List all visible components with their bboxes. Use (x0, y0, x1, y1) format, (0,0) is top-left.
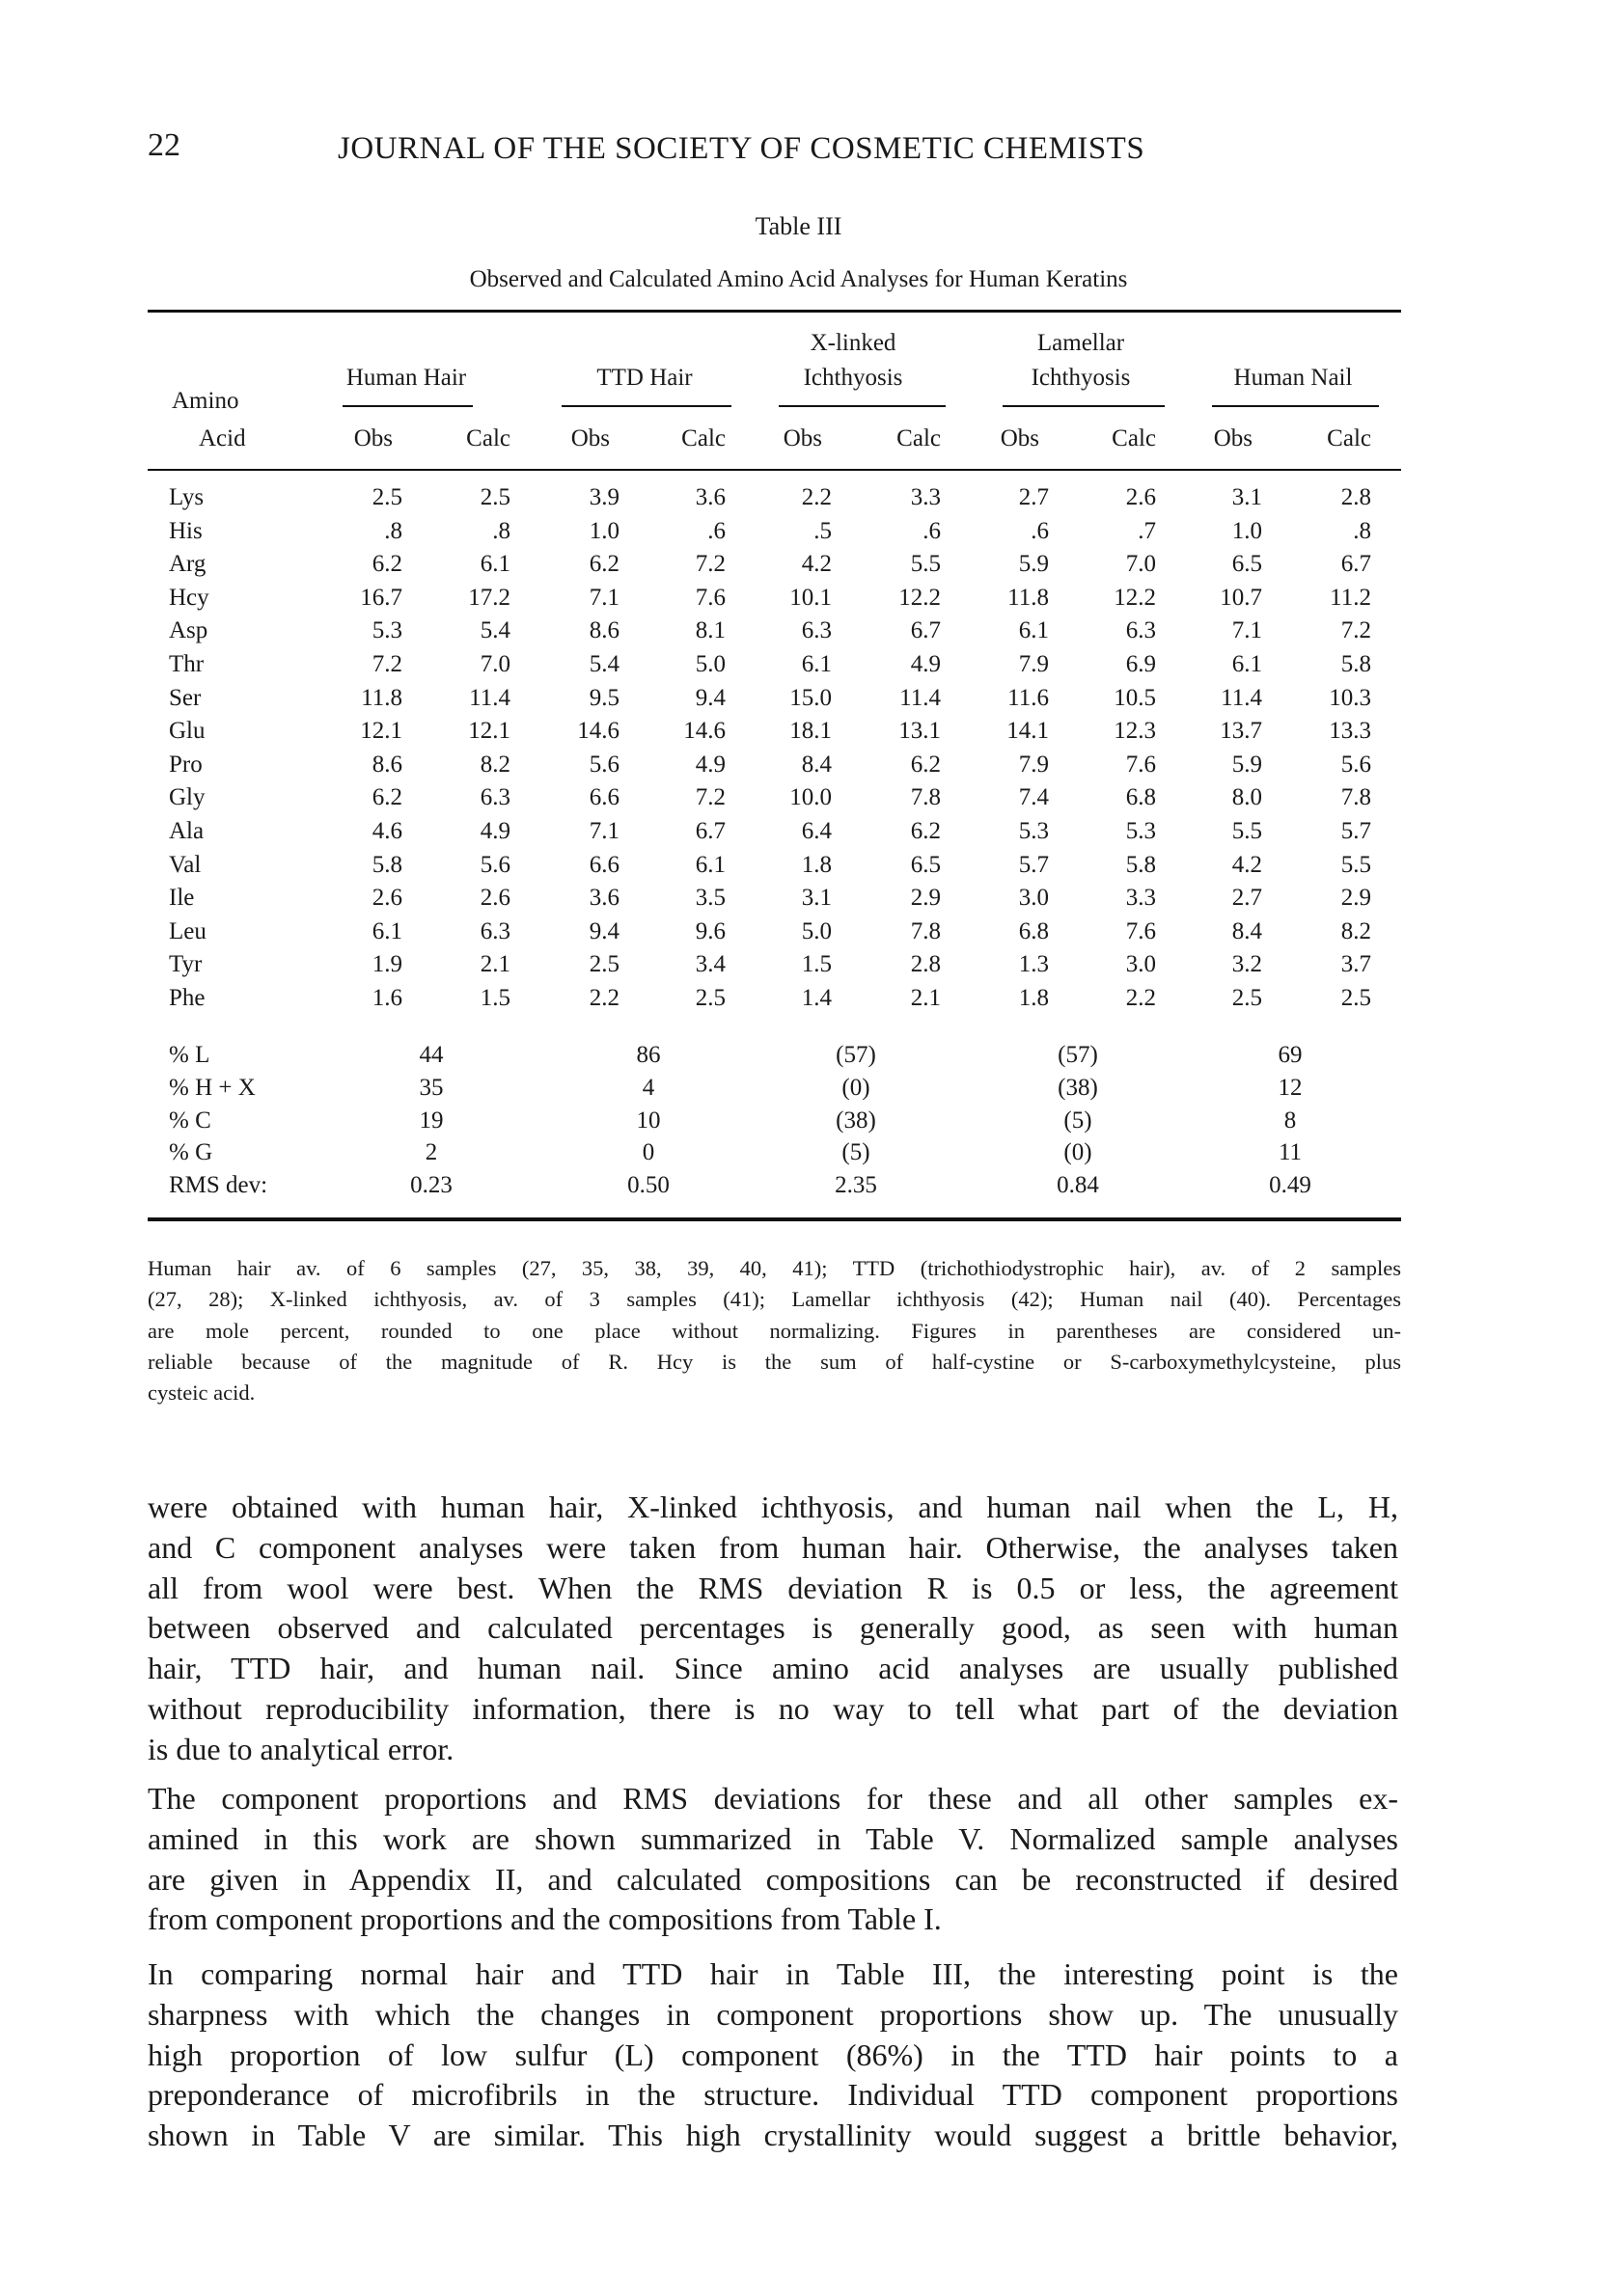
table-cell: 2.5 (1231, 985, 1262, 1011)
table-cell: 5.0 (801, 917, 832, 944)
table-cell: 6.1 (480, 551, 510, 578)
amino-acid-label: Phe (169, 985, 206, 1011)
table-cell: 6.8 (1125, 784, 1156, 811)
paragraph-line: from component proportions and the compositions from Table I. (148, 1901, 942, 1937)
table-cell: 11.8 (361, 684, 402, 711)
table-cell: 9.5 (589, 684, 620, 711)
table-cell: 17.2 (468, 584, 510, 611)
table-cell: 6.3 (480, 784, 510, 811)
column-group-header: Ichthyosis (803, 365, 903, 391)
table-cell: 2.1 (480, 951, 510, 978)
table-cell: 5.3 (1018, 818, 1049, 844)
table-cell: 8.4 (801, 751, 832, 778)
table-cell: 2.9 (910, 885, 941, 912)
table-cell: .7 (1138, 517, 1156, 544)
column-group-underline (562, 405, 731, 407)
summary-cell: 4 (642, 1074, 655, 1101)
table-cell: 7.1 (1231, 617, 1262, 644)
amino-acid-label: His (169, 517, 203, 544)
column-group-header-line1: X-linked (810, 330, 896, 356)
summary-cell: 2 (425, 1139, 438, 1166)
paragraph-line: sharpness with which the changes in component proportions show up. The unusually (148, 1996, 1398, 2032)
footnote-line: Human hair av. of 6 samples (27, 35, 38, 39, 40, 41); TTD (trichothiodystrophic hair), av. of 2 samples (148, 1256, 1401, 1280)
table-cell: 6.2 (910, 818, 941, 844)
table-cell: 6.3 (801, 617, 832, 644)
table-cell: 3.0 (1018, 885, 1049, 912)
amino-acid-label: Hcy (169, 584, 209, 611)
table-cell: .6 (1031, 517, 1049, 544)
paragraph-line: amined in this work are shown summarized in Table V. Normalized sample analyses (148, 1820, 1398, 1856)
table-cell: 3.4 (695, 951, 726, 978)
summary-cell: (5) (1063, 1107, 1092, 1134)
page-number: 22 (148, 127, 180, 163)
table-cell: 5.8 (1125, 851, 1156, 878)
table-cell: 8.1 (695, 617, 726, 644)
table-cell: 2.6 (480, 885, 510, 912)
footnote-line: are mole percent, rounded to one place without normalizing. Figures in parentheses are considered un- (148, 1318, 1401, 1343)
summary-cell: (0) (1063, 1139, 1092, 1166)
paragraph-line: high proportion of low sulfur (L) component (86%) in the TTD hair points to a (148, 2036, 1398, 2072)
amino-acid-label: Leu (169, 917, 207, 944)
table-cell: 2.7 (1231, 885, 1262, 912)
paragraph-line: and C component analyses were taken from human hair. Otherwise, the analyses taken (148, 1529, 1398, 1565)
table-cell: 5.9 (1018, 551, 1049, 578)
table-cell: 7.6 (695, 584, 726, 611)
table-cell: 7.6 (1125, 917, 1156, 944)
table-cell: 1.8 (801, 851, 832, 878)
table-cell: 11.4 (469, 684, 510, 711)
table-cell: 5.6 (589, 751, 620, 778)
table-title: Table III (755, 212, 842, 240)
table-cell: 6.3 (1125, 617, 1156, 644)
table-cell: 2.1 (910, 985, 941, 1011)
column-group-underline (1212, 405, 1379, 407)
summary-label: % G (169, 1139, 213, 1166)
summary-cell: (38) (1058, 1074, 1098, 1101)
table-cell: 7.1 (589, 818, 620, 844)
table-cell: 5.5 (910, 551, 941, 578)
table-cell: 7.9 (1018, 651, 1049, 677)
summary-label: % C (169, 1107, 211, 1134)
obs-column-header: Obs (570, 425, 610, 451)
table-cell: 13.3 (1329, 718, 1371, 745)
calc-column-header: Calc (896, 425, 941, 451)
table-cell: 5.4 (480, 617, 510, 644)
summary-cell: (5) (841, 1139, 870, 1166)
table-cell: 2.9 (1340, 885, 1371, 912)
table-cell: 6.8 (1018, 917, 1049, 944)
table-cell: 6.5 (1231, 551, 1262, 578)
table-cell: 1.0 (589, 517, 620, 544)
paragraph-line: preponderance of microfibrils in the structure. Individual TTD component proportions (148, 2077, 1398, 2113)
table-bottom-rule (148, 1217, 1401, 1221)
table-cell: 6.6 (589, 851, 620, 878)
table-cell: 7.8 (910, 917, 941, 944)
table-cell: 5.3 (1125, 818, 1156, 844)
table-cell: 14.6 (683, 718, 726, 745)
table-cell: 5.4 (589, 651, 620, 677)
obs-column-header: Obs (783, 425, 822, 451)
table-cell: 6.7 (910, 617, 941, 644)
summary-cell: 10 (636, 1107, 661, 1134)
summary-cell: (57) (836, 1042, 876, 1068)
table-cell: .5 (813, 517, 832, 544)
summary-cell: 19 (419, 1107, 444, 1134)
table-cell: 10.1 (789, 584, 832, 611)
table-cell: 5.3 (372, 617, 402, 644)
table-cell: 7.8 (1340, 784, 1371, 811)
table-cell: 5.6 (480, 851, 510, 878)
column-group-underline (779, 405, 946, 407)
table-cell: 1.6 (372, 985, 402, 1011)
table-cell: 9.4 (589, 917, 620, 944)
table-cell: 4.9 (910, 651, 941, 677)
table-cell: 7.2 (1340, 617, 1371, 644)
summary-label: % L (169, 1042, 210, 1068)
table-cell: 9.4 (695, 684, 726, 711)
amino-acid-label: Gly (169, 784, 206, 811)
table-cell: 16.7 (360, 584, 402, 611)
table-cell: 8.2 (1340, 917, 1371, 944)
table-cell: 7.2 (695, 784, 726, 811)
table-cell: 12.3 (1114, 718, 1156, 745)
table-cell: 6.2 (589, 551, 620, 578)
table-cell: 5.6 (1340, 751, 1371, 778)
amino-acid-label: Arg (169, 551, 207, 578)
table-cell: 5.8 (372, 851, 402, 878)
summary-cell: 0.84 (1057, 1172, 1099, 1199)
table-cell: 6.5 (910, 851, 941, 878)
table-cell: 9.6 (695, 917, 726, 944)
table-cell: 3.3 (1125, 885, 1156, 912)
table-cell: 1.8 (1018, 985, 1049, 1011)
summary-cell: 8 (1283, 1107, 1297, 1134)
table-cell: 2.5 (589, 951, 620, 978)
amino-acid-label: Ala (169, 818, 205, 844)
row-header-amino: Amino (172, 388, 239, 414)
table-cell: 3.0 (1125, 951, 1156, 978)
column-group-underline (1003, 405, 1165, 407)
table-cell: 14.1 (1006, 718, 1049, 745)
table-cell: 8.2 (480, 751, 510, 778)
table-cell: 1.9 (372, 951, 402, 978)
table-cell: 7.0 (480, 651, 510, 677)
table-cell: 12.1 (360, 718, 402, 745)
table-cell: 6.3 (480, 917, 510, 944)
table-cell: 6.1 (1231, 651, 1262, 677)
summary-cell: 11 (1278, 1139, 1303, 1166)
row-header-acid: Acid (199, 425, 246, 451)
table-cell: 7.9 (1018, 751, 1049, 778)
table-top-rule (148, 310, 1401, 313)
table-cell: 13.1 (898, 718, 941, 745)
table-cell: 6.2 (910, 751, 941, 778)
table-cell: 4.9 (480, 818, 510, 844)
table-cell: 12.1 (468, 718, 510, 745)
table-cell: 11.2 (1330, 584, 1371, 611)
obs-column-header: Obs (1000, 425, 1039, 451)
column-group-header: Human Nail (1233, 365, 1353, 391)
table-cell: 2.5 (1340, 985, 1371, 1011)
table-cell: 2.5 (372, 484, 402, 510)
table-subtitle: Observed and Calculated Amino Acid Analyses for Human Keratins (469, 266, 1128, 292)
table-cell: 1.0 (1231, 517, 1262, 544)
table-cell: 1.5 (480, 985, 510, 1011)
table-cell: 2.5 (480, 484, 510, 510)
table-cell: 7.1 (589, 584, 620, 611)
table-cell: 3.1 (1231, 484, 1262, 510)
table-cell: 7.8 (910, 784, 941, 811)
paragraph-line: all from wool were best. When the RMS deviation R is 0.5 or less, the agreement (148, 1570, 1398, 1605)
table-cell: 12.2 (898, 584, 941, 611)
summary-cell: 0.23 (410, 1172, 453, 1199)
table-cell: .8 (492, 517, 510, 544)
table-cell: .6 (922, 517, 941, 544)
paragraph-line: The component proportions and RMS deviations for these and all other samples ex- (148, 1781, 1398, 1816)
table-cell: 11.8 (1007, 584, 1049, 611)
table-cell: 5.9 (1231, 751, 1262, 778)
table-header-rule (148, 469, 1401, 471)
table-cell: 8.4 (1231, 917, 1262, 944)
table-cell: 11.6 (1007, 684, 1049, 711)
table-cell: 6.6 (589, 784, 620, 811)
summary-cell: 35 (419, 1074, 444, 1101)
amino-acid-label: Ile (169, 885, 195, 912)
column-group-header: Ichthyosis (1031, 365, 1131, 391)
amino-acid-label: Tyr (169, 951, 203, 978)
table-cell: 13.7 (1220, 718, 1262, 745)
table-cell: 3.9 (589, 484, 620, 510)
table-cell: 10.7 (1220, 584, 1262, 611)
summary-cell: 0.50 (627, 1172, 670, 1199)
table-cell: 7.6 (1125, 751, 1156, 778)
table-cell: 2.8 (1340, 484, 1371, 510)
table-cell: 2.2 (589, 985, 620, 1011)
amino-acid-label: Pro (169, 751, 203, 778)
column-group-header: Human Hair (345, 365, 467, 391)
paragraph-line: between observed and calculated percentages is generally good, as seen with human (148, 1610, 1398, 1646)
table-cell: 11.4 (899, 684, 941, 711)
table-cell: 6.2 (372, 784, 402, 811)
table-cell: 2.7 (1018, 484, 1049, 510)
calc-column-header: Calc (681, 425, 726, 451)
table-cell: 10.5 (1114, 684, 1156, 711)
table-cell: 5.7 (1018, 851, 1049, 878)
summary-cell: 44 (419, 1042, 444, 1068)
table-cell: 5.8 (1340, 651, 1371, 677)
table-cell: 6.9 (1125, 651, 1156, 677)
calc-column-header: Calc (466, 425, 510, 451)
column-group-header: TTD Hair (596, 365, 693, 391)
table-cell: 5.0 (695, 651, 726, 677)
table-cell: 2.2 (1125, 985, 1156, 1011)
table-cell: 15.0 (789, 684, 832, 711)
table-cell: 7.2 (372, 651, 402, 677)
table-cell: 3.6 (589, 885, 620, 912)
amino-acid-label: Thr (169, 651, 205, 677)
table-cell: 8.6 (589, 617, 620, 644)
table-cell: 7.4 (1018, 784, 1049, 811)
footnote-line: cysteic acid. (148, 1380, 256, 1406)
table-cell: 6.1 (695, 851, 726, 878)
running-head: JOURNAL OF THE SOCIETY OF COSMETIC CHEMISTS (338, 131, 1145, 166)
paragraph-line: is due to analytical error. (148, 1731, 454, 1766)
table-cell: 3.6 (695, 484, 726, 510)
table-cell: 7.2 (695, 551, 726, 578)
paragraph-line: In comparing normal hair and TTD hair in Table III, the interesting point is the (148, 1956, 1398, 1991)
table-cell: 3.5 (695, 885, 726, 912)
table-cell: 2.6 (1125, 484, 1156, 510)
table-cell: 1.3 (1018, 951, 1049, 978)
calc-column-header: Calc (1112, 425, 1156, 451)
footnote-line: reliable because of the magnitude of R. Hcy is the sum of half-cystine or S-carboxymethylcysteine, plus (148, 1349, 1401, 1374)
table-cell: 4.2 (1231, 851, 1262, 878)
table-cell: 6.7 (1340, 551, 1371, 578)
amino-acid-label: Val (169, 851, 202, 878)
amino-acid-label: Glu (169, 718, 206, 745)
table-cell: 3.2 (1231, 951, 1262, 978)
table-cell: 5.7 (1340, 818, 1371, 844)
table-cell: 5.5 (1231, 818, 1262, 844)
table-cell: 6.7 (695, 818, 726, 844)
table-cell: 5.5 (1340, 851, 1371, 878)
table-cell: 6.1 (1018, 617, 1049, 644)
paragraph-line: without reproducibility information, there is no way to tell what part of the deviation (148, 1691, 1398, 1726)
table-cell: .8 (384, 517, 402, 544)
summary-label: RMS dev: (169, 1172, 268, 1199)
paragraph-line: hair, TTD hair, and human nail. Since amino acid analyses are usually published (148, 1651, 1398, 1686)
table-cell: 12.2 (1114, 584, 1156, 611)
table-cell: 3.1 (801, 885, 832, 912)
summary-cell: 0 (642, 1139, 655, 1166)
calc-column-header: Calc (1327, 425, 1371, 451)
table-cell: 4.2 (801, 551, 832, 578)
table-cell: 3.7 (1340, 951, 1371, 978)
table-cell: 4.9 (695, 751, 726, 778)
obs-column-header: Obs (1213, 425, 1253, 451)
paragraph-line: were obtained with human hair, X-linked ichthyosis, and human nail when the L, H, (148, 1490, 1398, 1524)
column-group-header-line1: Lamellar (1036, 330, 1125, 356)
table-cell: 2.2 (801, 484, 832, 510)
table-cell: 6.4 (801, 818, 832, 844)
table-cell: 6.1 (801, 651, 832, 677)
table-cell: 10.3 (1329, 684, 1371, 711)
table-cell: 18.1 (789, 718, 832, 745)
amino-acid-label: Asp (169, 617, 208, 644)
table-cell: 2.5 (695, 985, 726, 1011)
table-cell: 4.6 (372, 818, 402, 844)
footnote-line: (27, 28); X-linked ichthyosis, av. of 3 samples (41); Lamellar ichthyosis (42); Human nail (40). Percentages (148, 1287, 1401, 1312)
summary-cell: 86 (636, 1042, 661, 1068)
table-cell: 1.5 (801, 951, 832, 978)
amino-acid-label: Lys (169, 484, 205, 510)
summary-cell: 69 (1278, 1042, 1303, 1068)
table-cell: 11.4 (1221, 684, 1262, 711)
amino-acid-label: Ser (169, 684, 202, 711)
table-cell: 3.3 (910, 484, 941, 510)
summary-cell: (0) (841, 1074, 870, 1101)
table-cell: 7.0 (1125, 551, 1156, 578)
paragraph-line: are given in Appendix II, and calculated compositions can be reconstructed if desired (148, 1861, 1398, 1897)
summary-cell: (57) (1058, 1042, 1098, 1068)
table-cell: .8 (1353, 517, 1371, 544)
table-cell: 6.2 (372, 551, 402, 578)
table-cell: 8.0 (1231, 784, 1262, 811)
obs-column-header: Obs (353, 425, 393, 451)
table-cell: 10.0 (789, 784, 832, 811)
summary-cell: 0.49 (1269, 1172, 1311, 1199)
summary-cell: 2.35 (835, 1172, 877, 1199)
summary-cell: (38) (836, 1107, 876, 1134)
column-group-underline (343, 405, 473, 407)
paragraph-line: shown in Table V are similar. This high crystallinity would suggest a brittle behavior, (148, 2118, 1398, 2153)
table-cell: 6.1 (372, 917, 402, 944)
table-cell: 8.6 (372, 751, 402, 778)
summary-cell: 12 (1278, 1074, 1303, 1101)
summary-label: % H + X (169, 1074, 256, 1101)
table-cell: .6 (707, 517, 726, 544)
table-cell: 2.6 (372, 885, 402, 912)
table-cell: 1.4 (801, 985, 832, 1011)
table-cell: 14.6 (577, 718, 620, 745)
table-cell: 2.8 (910, 951, 941, 978)
